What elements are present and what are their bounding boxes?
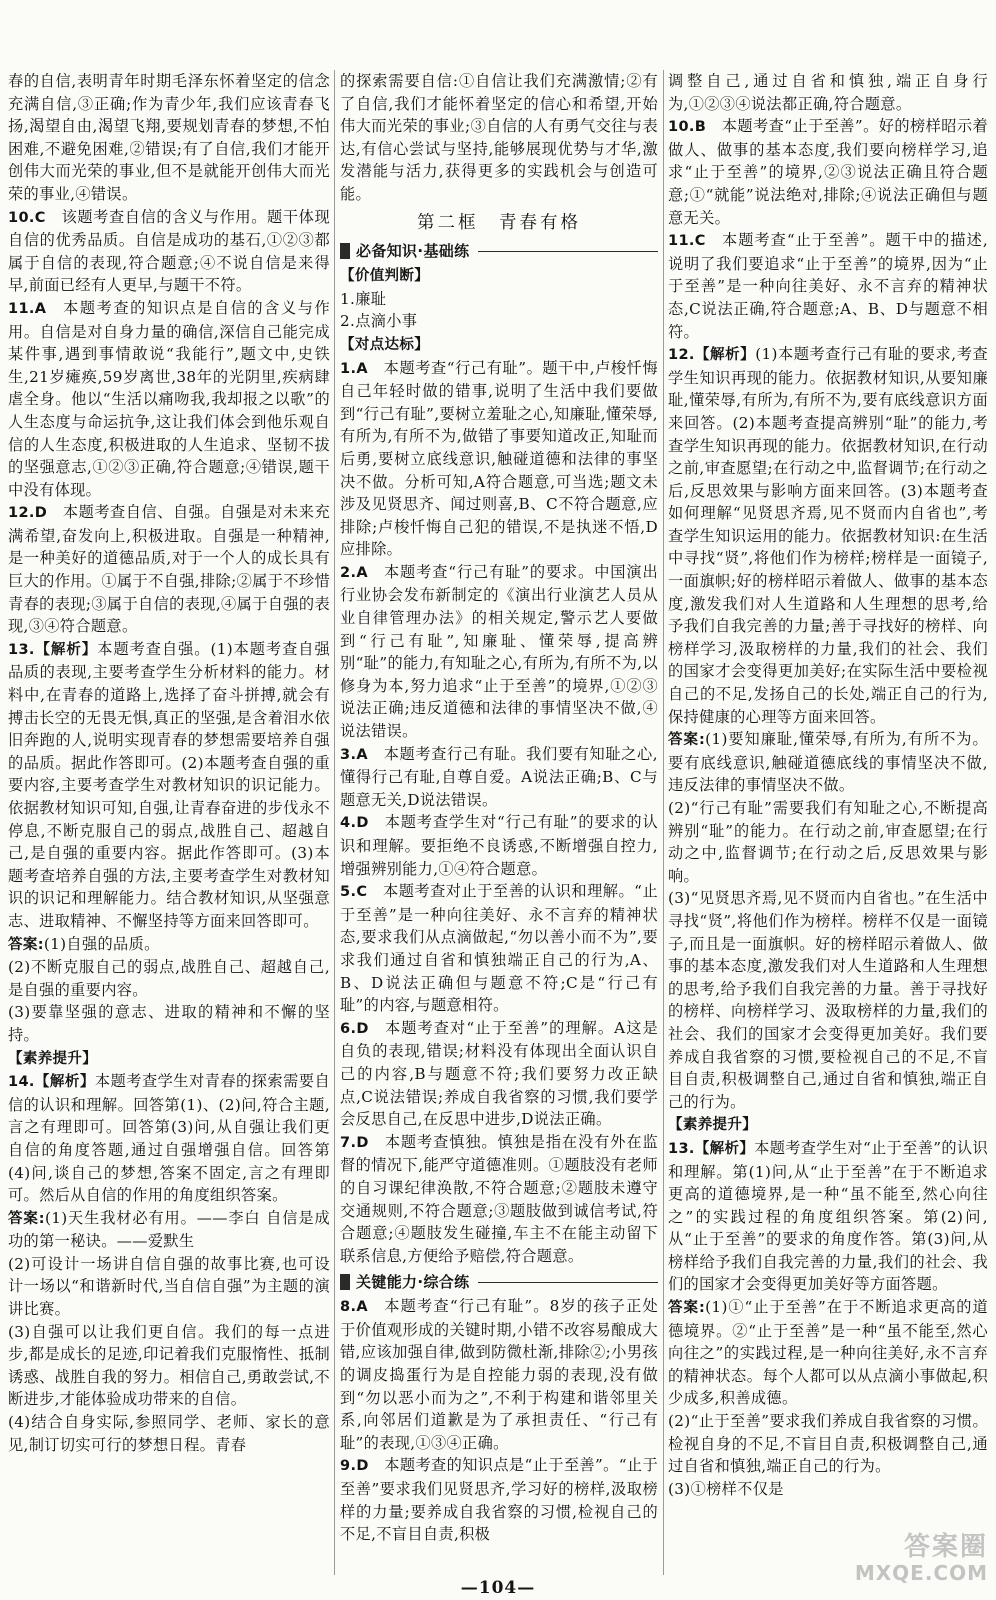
item-number: 10.	[668, 119, 695, 136]
paragraph-text: (4)结合自身实际,参照同学、老师、家长的意见,制订切实可行的梦想日程。青春	[8, 1413, 330, 1454]
answer-label: 答案:	[8, 936, 44, 953]
paragraph	[668, 343, 988, 728]
watermark-logo	[828, 1532, 988, 1588]
paragraph	[340, 1017, 658, 1131]
item-number: 13.	[8, 641, 35, 658]
item-number: 13.	[668, 1140, 695, 1157]
paragraph-text: 调整自己,通过自省和慎独,端正自身行为,①②③④说法都正确,符合题意。	[668, 72, 988, 113]
paragraph	[8, 956, 330, 1001]
band-marker-icon	[340, 1274, 350, 1290]
item-number: 2.	[340, 564, 357, 581]
paragraph-text: 本题考查的知识点是自信的含义与作用。自信是对自身力量的确信,深信自己能完成某件事,遇到事情敢说“我能行”,题文中,史铁生,21岁瘫痪,59岁离世,38年的光阴里,疾病肆虐全身。他以“生活以痛吻我,我却报之以歌”的人生态度与命运抗争,这让我们体会到他乐观自信的人生态度,积极进取的人生追求、坚韧不拔的坚强意志,①②③正确,符合题意;④错误,题干中没有体现。	[8, 298, 330, 499]
paragraph	[668, 1296, 988, 1410]
paragraph	[8, 1047, 330, 1071]
paragraph-text: 的探索需要自信:①自信让我们充满激情;②有了自信,我们才能怀着坚定的信心和希望,开始伟大而光荣的事业;③自信的人有勇气交往与表达,有信心尝试与坚持,能够展现优势与才华,激发潜能与活力,获得更多的实践机会与创造可能。	[340, 72, 658, 203]
paragraph-text: 本题考查学生对“行己有耻”的要求的认识和理解。要拒绝不良诱惑,不断增强自控力,增强辨别能力,①④符合题意。	[340, 813, 658, 878]
paragraph	[668, 797, 988, 887]
page-number: —104—	[460, 1578, 536, 1598]
answer-letter: A	[34, 300, 47, 317]
answer-letter: A	[356, 746, 368, 763]
paragraph-text: (2)“止于至善”要求我们养成自我省察的习惯。检视自身的不足,不盲目自责,积极调整自己,通过自省和慎独,端正自己的行为。	[668, 1412, 988, 1476]
answer-letter: C	[34, 209, 46, 226]
paragraph-text: 本题考查行己有耻。我们要有知耻之心,懂得行己有耻,自尊自爱。A说法正确;B、C与题意无关,D说法错误。	[340, 744, 658, 809]
paragraph-text: (3)要靠坚强的意志、进取的精神和不懈的坚持。	[8, 1003, 330, 1044]
paragraph	[340, 1295, 658, 1454]
paragraph	[340, 333, 658, 357]
answer-letter: D	[356, 1458, 369, 1475]
paragraph-text: 本题考查“行己有耻”。8岁的孩子正处于价值观形成的关键时期,小错不改容易酿成大错,应该加强自律,做到防微杜渐,排除②;小男孩的调皮捣蛋行为是自控能力弱的表现,没有做到“勿以恶小而为之”,不利于构建和谐邻里关系,向邻居们道歉是为了承担责任、“行己有耻”的表现,①③④正确。	[340, 1297, 658, 1452]
paragraph-text: 1.廉耻	[340, 289, 387, 308]
answer-letter: D	[356, 1020, 369, 1037]
section-tag: 【解析】	[34, 1074, 95, 1091]
paragraph-text: 本题考查自强。(1)本题考查自强品质的表现,主要考查学生分析材料的能力。材料中,在青春的道路上,选择了奋斗拼搏,就会有搏击长空的无畏无惧,真正的坚强,是含着泪水依旧奔跑的人,说明实现青春的梦想需要培养自强的品质。据此作答即可。(2)本题考查自强的重要内容,主要考查学生对教材知识的识记能力。依据教材知识可知,自强,让青春奋进的步伐永不停息,不断克服自己的弱点,战胜自己、超越自己,是自强的重要内容。据此作答即可。(3)本题考查培养自强的方法,主要考查学生对教材知识的识记和理解能力。结合教材知识,从坚强意志、进取精神、不懈坚持等方面来回答即可。	[8, 639, 330, 930]
paragraph-text: (1)要知廉耻,懂荣辱,有所为,有所不为。要有底线意识,触碰道德底线的事情坚决不做,违反法律的事情坚决不做。	[668, 730, 988, 795]
paragraph	[340, 288, 658, 311]
paragraph	[8, 1207, 330, 1253]
paragraph-text: 本题考查学生对“止于至善”的认识和理解。第(1)问,从“止于至善”在于不断追求更高的道德境界,是一种“虽不能至,然心向往之”的实践过程的角度组织答案。第(2)问,从“止于至善”的要求的角度作答。第(3)问,从榜样给予我们自我完善的力量,我们的社会、我们的国家才会变得更加美好等方面答题。	[668, 1138, 988, 1294]
paragraph	[668, 1113, 988, 1137]
paragraph	[340, 1454, 658, 1545]
section-tag: 【解析】	[694, 347, 756, 364]
item-number: 5.	[340, 884, 357, 901]
item-number: 4.	[340, 815, 357, 832]
answer-letter: D	[356, 1134, 369, 1151]
paragraph-text: (2)可设计一场讲自信自强的故事比赛,也可设计一场以“和谐新时代,当自信自强”为主题的演讲比赛。	[8, 1254, 330, 1319]
paragraph	[8, 297, 330, 501]
paragraph	[8, 501, 330, 638]
item-number: 11.	[668, 233, 695, 250]
item-number: 3.	[340, 746, 357, 763]
column-divider	[663, 70, 664, 1575]
item-number: 1.	[340, 360, 357, 377]
paragraph-text: 本题考查自信、自强。自强是对未来充满希望,奋发向上,积极进取。自强是一种精神,是一种美好的道德品质,对于一个人的成长具有巨大的作用。①属于不自强,排除;②属于不珍惜青春的表现;③属于自信的表现,④属于自强的表现,③④符合题意。	[8, 503, 330, 636]
section-tag: 【价值判断】	[340, 268, 430, 285]
answer-letter: C	[356, 884, 368, 901]
item-number: 12.	[8, 505, 35, 522]
answer-letter: D	[356, 815, 369, 832]
section-tag: 【对点达标】	[340, 336, 430, 353]
paragraph-text: (2)“行己有耻”需要我们有知耻之心,不断提高辨别“耻”的能力。在行动之前,审查愿望;在行动之中,监督调节;在行动之后,反思效果与影响。	[668, 799, 988, 885]
answer-letter: A	[356, 360, 368, 377]
paragraph	[8, 1321, 330, 1411]
paragraph	[340, 1131, 658, 1268]
paragraph-text: 春的自信,表明青年时期毛泽东怀着坚定的信念充满自信,③正确;作为青少年,我们应该青春飞扬,渴望自由,渴望飞翔,要规划青春的梦想,不怕困难,不避免困难,②错误;有了自信,我们才能开创伟大而光荣的事业,但不是就能开创伟大而光荣的事业,④错误。	[8, 72, 330, 203]
item-number: 9.	[340, 1458, 357, 1475]
paragraph	[8, 1001, 330, 1046]
paragraph	[668, 1410, 988, 1478]
section-band	[340, 240, 658, 262]
paragraph-text: 本题考查对“止于至善”的理解。A这是自负的表现,错误;材料没有体现出全面认识自己的内容,B与题意不符;我们要努力改正缺点,C说法错误;养成自我省察的习惯,我们要学会反思自己,在反思中进步,D说法正确。	[340, 1018, 658, 1129]
paragraph	[8, 70, 330, 206]
answer-letter: B	[694, 119, 707, 136]
answer-letter: A	[356, 564, 368, 581]
paragraph-text: 本题考查对止于至善的认识和理解。“止于至善”是一种向往美好、永不言弃的精神状态,要求我们从点滴做起,“勿以善小而不为”,要求我们通过自省和慎独端正自己的行为,A、B、D说法正确但与题意不符;C是“行己有耻”的内容,与题意相符。	[340, 882, 658, 1015]
paragraph-text: 本题考查学生对青春的探索需要自信的认识和理解。回答第(1)、(2)问,符合主题,言之有理即可。回答第(3)问,从自强让我们更自信的角度答题,通过自强增强自信。回答第(4)问,谈自己的梦想,答案不固定,言之有理即可。然后从自信的作用的角度组织答案。	[8, 1072, 330, 1205]
band-label: 必备知识·基础练	[356, 242, 470, 261]
band-marker-icon	[340, 243, 350, 259]
paragraph-text: (2)不断克服自己的弱点,战胜自己、超越自己,是自强的重要内容。	[8, 958, 330, 999]
paragraph	[8, 933, 330, 957]
section-tag: 【素养提升】	[668, 1117, 758, 1134]
paragraph	[340, 70, 658, 206]
paragraph-text: 本题考查的知识点是“止于至善”。“止于至善”要求我们见贤思齐,学习好的榜样,汲取榜样的力量;要养成自我省察的习惯,检视自己的不足,不盲目自责,积极	[340, 1456, 658, 1544]
paragraph-text: 2.点滴小事	[340, 312, 418, 331]
paragraph	[340, 310, 658, 333]
item-number: 6.	[340, 1020, 357, 1037]
section-title: 第二框 青春有格	[417, 212, 581, 233]
band-label: 关键能力·综合练	[356, 1273, 470, 1292]
answer-letter: D	[34, 505, 48, 522]
paragraph	[668, 1478, 988, 1501]
paragraph-text: (3)自强可以让我们更自信。我们的每一点进步,都是成长的足迹,印记着我们克服惰性、抵制诱惑、战胜自我的努力。相信自己,勇敢尝试,不断进步,才能体验成功带来的自信。	[8, 1322, 330, 1409]
paragraph	[668, 728, 988, 797]
item-number: 8.	[340, 1299, 357, 1316]
paragraph	[8, 1070, 330, 1207]
paragraph-text: 本题考查“行己有耻”。题干中,卢梭忏悔自己年轻时做的错事,说明了生活中我们要做到“行己有耻”,要树立羞耻之心,知廉耻,懂荣辱,有所为,有所不为,做错了事要知道改正,知耻而后勇,要树立底线意识,触碰道德和法律的事坚决不做。分析可知,A符合题意,可当选;题文未涉及见贤思齐、闻过则喜,B、C不符合题意,应排除;卢梭忏悔自己犯的错误,不是执迷不悟,D应排除。	[340, 358, 658, 559]
answer-label: 答案:	[8, 1210, 45, 1227]
paragraph	[340, 811, 658, 880]
item-number: 7.	[340, 1134, 357, 1151]
answer-label: 答案:	[668, 732, 706, 749]
paragraph-text: (1)天生我材必有用。——李白 自信是成功的第一秘诀。——爱默生	[8, 1208, 330, 1251]
item-number: 10.	[8, 209, 35, 226]
paragraph	[8, 1253, 330, 1321]
paragraph	[8, 1411, 330, 1456]
section-band	[340, 1271, 658, 1293]
paragraph	[668, 1137, 988, 1296]
paragraph	[340, 561, 658, 743]
paragraph	[340, 880, 658, 1017]
column-divider	[334, 70, 335, 1575]
section-tag: 【解析】	[694, 1140, 755, 1157]
paragraph	[8, 206, 330, 297]
column-right	[668, 70, 988, 1575]
answer-letter: A	[356, 1299, 368, 1316]
section-tag: 【解析】	[34, 641, 98, 658]
column-left	[8, 70, 330, 1575]
paragraph	[668, 229, 988, 343]
column-middle	[340, 70, 658, 1575]
band-rule	[478, 251, 659, 252]
watermark-text: 答案圈	[903, 1532, 988, 1562]
paragraph-text: (3)“见贤思齐焉,见不贤而内自省也。”在生活中寻找“贤”,将他们作为榜样。榜样不仅是一面镜子,而且是一面旗帜。好的榜样昭示着做人、做事的基本态度,激发我们对人生道路和人生理想的思考,给予我们自我完善的力量。善于寻找好的榜样、向榜样学习、汲取榜样的力量,我们的社会、我们的国家才会变得更加美好。我们要养成自我省察的习惯,要检视自己的不足,不盲目自责,积极调整自己,通过自省和慎独,端正自己的行为。	[668, 889, 988, 1111]
paragraph	[668, 887, 988, 1113]
item-number: 12.	[668, 347, 695, 364]
section-tag: 【素养提升】	[8, 1050, 98, 1067]
answer-letter: C	[694, 233, 706, 250]
item-number: 11.	[8, 300, 35, 317]
paragraph-text: 本题考查“止于至善”。题干中的描述,说明了我们要追求“止于至善”的境界,因为“止于至善”是一种向往美好、永不言弃的精神状态,C说法正确,符合题意;A、B、D与题意不相符。	[668, 231, 988, 341]
paragraph-text: (1)本题考查行己有耻的要求,考查学生知识再现的能力。依据教材知识,从要知廉耻,懂荣辱,有所为,有所不为,要有底线意识方面来回答。(2)本题考查提高辨别“耻”的能力,考查学生知识再现的能力。依据教材知识,在行动之前,审查愿望;在行动之中,监督调节;在行动之后,反思效果与影响方面来回答。(3)本题考查如何理解“见贤思齐焉,见不贤而内自省也”,考查学生知识运用的能力。依据教材知识:在生活中寻找“贤”,将他们作为榜样;榜样是一面镜子,一面旗帜;好的榜样昭示着做人、做事的基本态度,激发我们对人生道路和人生理想的思考,给予我们自我完善的力量;善于寻找好的榜样、向榜样学习,汲取榜样的力量,我们的社会、我们的国家才会变得更加美好;在实际生活中要检视自己的不足,发扬自己的长处,端正自己的行为,保持健康的心理等方面来回答。	[668, 345, 988, 726]
paragraph-text: 本题考查慎独。慎独是指在没有外在监督的情况下,能严守道德准则。①题肢没有老师的自习课纪律涣散,不符合题意;②题肢未遵守交通规则,不符合题意;③题肢做到诚信考试,符合题意;④题肢发生碰撞,车主不在能主动留下联系信息,方便给予赔偿,符合题意。	[340, 1132, 658, 1265]
paragraph	[8, 638, 330, 933]
paragraph-text: 本题考查“行己有耻”的要求。中国演出行业协会发布新制定的《演出行业演艺人员从业自律管理办法》的相关规定,警示艺人要做到“行己有耻”,知廉耻、懂荣辱,提高辨别“耻”的能力,有知耻之心,有所为,有所不为,以修身为本,努力追求“止于至善”的境界,①②③说法正确;违反道德和法律的事情坚决不做,④说法错误。	[340, 562, 658, 741]
answer-label: 答案:	[668, 1300, 706, 1317]
paragraph-text: 该题考查自信的含义与作用。题干体现自信的优秀品质。自信是成功的基石,①②③都属于自信的表现,符合题意;④不说自信是来得早,前面已经有人更早,与题干不符。	[8, 207, 330, 295]
paragraph-text: (1)①“止于至善”在于不断追求更高的道德境界。②“止于至善”是一种“虽不能至,然心向往之”的实践过程,是一种向往美好,永不言弃的精神状态。每个人都可以从点滴小事做起,积少成多,积善成德。	[668, 1298, 988, 1408]
paragraph-text: 本题考查“止于至善”。好的榜样昭示着做人、做事的基本态度,我们要向榜样学习,追求“止于至善”的境界,②③说法正确且符合题意;①“就能”说法绝对,排除;④说法正确但与题意无关。	[668, 117, 988, 227]
paragraph	[340, 357, 658, 561]
watermark-url: MXQE.COM	[854, 1561, 988, 1585]
paragraph	[340, 264, 658, 288]
paragraph	[668, 115, 988, 229]
paragraph-text: (3)①榜样不仅是	[668, 1479, 784, 1498]
band-rule	[478, 1282, 659, 1283]
paragraph	[340, 743, 658, 812]
paragraph-text: (1)自强的品质。	[43, 934, 160, 953]
paragraph	[668, 70, 988, 115]
item-number: 14.	[8, 1074, 35, 1091]
